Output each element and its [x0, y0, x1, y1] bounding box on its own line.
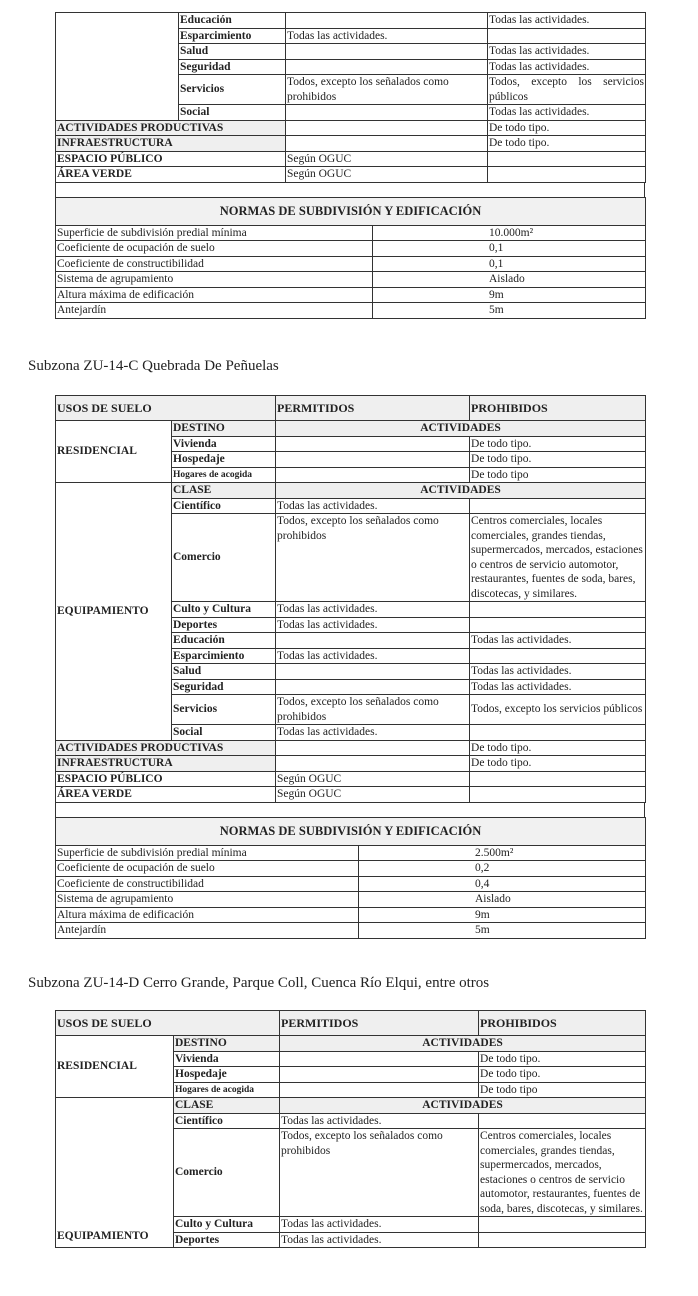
norms-title: NORMAS DE SUBDIVISIÓN Y EDIFICACIÓN — [56, 197, 646, 225]
row-label: Esparcimiento — [172, 648, 276, 664]
row-label: Salud — [179, 44, 286, 60]
permitidos-cell: Todos, excepto los señalados como prohibidos — [286, 75, 488, 105]
norm-label: Superficie de subdivisión predial mínima — [56, 845, 359, 861]
prohibidos-cell: De todo tipo. — [488, 120, 646, 136]
norms-row — [56, 876, 646, 892]
row-label: Social — [172, 725, 276, 741]
table-row — [56, 787, 646, 803]
zu-14-d-table — [55, 1010, 645, 1248]
prohibidos-cell — [470, 498, 646, 514]
norm-label: Altura máxima de edificación — [56, 287, 373, 303]
permitidos-cell: Todas las actividades. — [280, 1113, 479, 1129]
row-label: Científico — [172, 498, 276, 514]
row-label: Seguridad — [172, 679, 276, 695]
row-label: Hogares de acogida — [174, 1082, 280, 1098]
norm-label: Superficie de subdivisión predial mínima — [56, 225, 373, 241]
table-row — [56, 740, 646, 756]
prohibidos-cell: Todas las actividades. — [488, 13, 646, 29]
prohibidos-cell — [488, 151, 646, 167]
norm-label: Altura máxima de edificación — [56, 907, 359, 923]
row-label: ACTIVIDADES PRODUCTIVAS — [56, 120, 286, 136]
header-prohibidos: PROHIBIDOS — [470, 396, 646, 421]
norms-row — [56, 272, 646, 288]
row-label: ESPACIO PÚBLICO — [56, 151, 286, 167]
prohibidos-cell: Todas las actividades. — [470, 679, 646, 695]
prohibidos-cell — [470, 725, 646, 741]
row-label: Deportes — [172, 617, 276, 633]
prohibidos-cell: Todas las actividades. — [488, 59, 646, 75]
norm-value: 0,1 — [373, 241, 646, 257]
norms-row — [56, 892, 646, 908]
permitidos-cell — [276, 740, 470, 756]
row-label: INFRAESTRUCTURA — [56, 756, 276, 772]
row-label: Culto y Cultura — [174, 1217, 280, 1233]
prohibidos-cell — [479, 1232, 646, 1248]
norm-value: 5m — [373, 303, 646, 319]
row-label: ESPACIO PÚBLICO — [56, 771, 276, 787]
subheader-actividades: ACTIVIDADES — [276, 483, 646, 499]
row-label: Salud — [172, 664, 276, 680]
permitidos-cell: Todas las actividades. — [276, 498, 470, 514]
permitidos-cell: Todas las actividades. — [276, 617, 470, 633]
spacer-row — [55, 183, 645, 197]
permitidos-cell: Todos, excepto los señalados como prohibidos — [276, 514, 470, 602]
row-label: Educación — [172, 633, 276, 649]
group-name: RESIDENCIAL — [56, 421, 172, 483]
permitidos-cell — [280, 1067, 479, 1083]
group-name: RESIDENCIAL — [56, 1036, 174, 1098]
prohibidos-cell — [488, 28, 646, 44]
subheader-actividades: ACTIVIDADES — [280, 1098, 646, 1114]
subheader-row — [56, 1098, 646, 1114]
norm-value: 5m — [359, 923, 646, 939]
row-label: Social — [179, 105, 286, 121]
header-permitidos: PERMITIDOS — [276, 396, 470, 421]
norm-value: 0,4 — [359, 876, 646, 892]
row-label: Vivienda — [174, 1051, 280, 1067]
table-row — [56, 120, 646, 136]
subheader-row — [56, 1036, 646, 1052]
norm-value: 2.500m² — [359, 845, 646, 861]
permitidos-cell: Todas las actividades. — [276, 725, 470, 741]
permitidos-cell: Todas las actividades. — [276, 602, 470, 618]
subheader-row — [56, 421, 646, 437]
prohibidos-cell: Todas las actividades. — [488, 44, 646, 60]
permitidos-cell — [276, 633, 470, 649]
header-prohibidos: PROHIBIDOS — [479, 1011, 646, 1036]
row-label: Educación — [179, 13, 286, 29]
permitidos-cell — [280, 1051, 479, 1067]
row-label: INFRAESTRUCTURA — [56, 136, 286, 152]
permitidos-cell: Todas las actividades. — [280, 1232, 479, 1248]
permitidos-cell: Todas las actividades. — [276, 648, 470, 664]
norms-row — [56, 256, 646, 272]
norm-value: Aislado — [359, 892, 646, 908]
prohibidos-cell: De todo tipo. — [470, 452, 646, 468]
row-label: ACTIVIDADES PRODUCTIVAS — [56, 740, 276, 756]
prohibidos-cell — [479, 1217, 646, 1233]
prohibidos-cell: De todo tipo. — [470, 740, 646, 756]
norm-value: 9m — [359, 907, 646, 923]
norms-row — [56, 923, 646, 939]
header-permitidos: PERMITIDOS — [280, 1011, 479, 1036]
row-label: Científico — [174, 1113, 280, 1129]
zu-14-c-table — [55, 395, 645, 939]
subheader-row — [56, 483, 646, 499]
norm-value: Aislado — [373, 272, 646, 288]
permitidos-cell: Todos, excepto los señalados como prohibidos — [280, 1129, 479, 1217]
prohibidos-cell: De todo tipo. — [488, 136, 646, 152]
subheader-label: DESTINO — [172, 421, 276, 437]
permitidos-cell — [286, 105, 488, 121]
permitidos-cell — [286, 120, 488, 136]
permitidos-cell: Todos, excepto los señalados como prohibidos — [276, 695, 470, 725]
prohibidos-cell: De todo tipo. — [470, 436, 646, 452]
subheader-actividades: ACTIVIDADES — [276, 421, 646, 437]
permitidos-cell: Todas las actividades. — [280, 1217, 479, 1233]
row-label: Seguridad — [179, 59, 286, 75]
row-label: Deportes — [174, 1232, 280, 1248]
prohibidos-cell — [488, 167, 646, 183]
subheader-label: CLASE — [172, 483, 276, 499]
norm-label: Coeficiente de constructibilidad — [56, 876, 359, 892]
norm-value: 0,1 — [373, 256, 646, 272]
subheader-label: CLASE — [174, 1098, 280, 1114]
norms-title: NORMAS DE SUBDIVISIÓN Y EDIFICACIÓN — [56, 817, 646, 845]
norm-value: 0,2 — [359, 861, 646, 877]
row-label: ÁREA VERDE — [56, 787, 276, 803]
header-usos-de-suelo: USOS DE SUELO — [56, 1011, 280, 1036]
prohibidos-cell: Todas las actividades. — [470, 664, 646, 680]
prohibidos-cell — [470, 602, 646, 618]
norms-row — [56, 907, 646, 923]
permitidos-cell — [286, 13, 488, 29]
permitidos-cell: Según OGUC — [286, 167, 488, 183]
row-label: Comercio — [174, 1129, 280, 1217]
permitidos-cell — [276, 664, 470, 680]
subheader-label: DESTINO — [174, 1036, 280, 1052]
header-usos-de-suelo: USOS DE SUELO — [56, 396, 276, 421]
prohibidos-cell: De todo tipo — [470, 467, 646, 483]
permitidos-cell — [280, 1082, 479, 1098]
prohibidos-cell: Todas las actividades. — [488, 105, 646, 121]
prohibidos-cell: De todo tipo. — [470, 756, 646, 772]
permitidos-cell — [276, 679, 470, 695]
prohibidos-cell: Centros comerciales, locales comerciales, grandes tiendas, supermercados, mercados, estaciones o centros de servicio automotor, restaurantes, fuentes de soda, bares, discotecas, y similares. — [470, 514, 646, 602]
row-label: Esparcimiento — [179, 28, 286, 44]
subheader-actividades: ACTIVIDADES — [280, 1036, 646, 1052]
spacer-row — [55, 803, 645, 817]
table-header-row — [56, 396, 646, 421]
norms-row — [56, 241, 646, 257]
prohibidos-cell: De todo tipo — [479, 1082, 646, 1098]
row-label: Vivienda — [172, 436, 276, 452]
norm-label: Coeficiente de ocupación de suelo — [56, 861, 359, 877]
permitidos-cell: Según OGUC — [286, 151, 488, 167]
permitidos-cell — [276, 467, 470, 483]
permitidos-cell: Según OGUC — [276, 787, 470, 803]
row-label: Hospedaje — [172, 452, 276, 468]
prohibidos-cell: Centros comerciales, locales comerciales, grandes tiendas, supermercados, mercados, estaciones o centros de servicio automotor, restaurantes, fuentes de soda, bares, discotecas, y similares. — [479, 1129, 646, 1217]
norm-label: Coeficiente de constructibilidad — [56, 256, 373, 272]
table-row — [56, 756, 646, 772]
prohibidos-cell — [470, 787, 646, 803]
prohibidos-cell: Todos, excepto los servicios públicos — [489, 76, 644, 103]
prohibidos-cell: De todo tipo. — [479, 1067, 646, 1083]
permitidos-cell: Según OGUC — [276, 771, 470, 787]
prohibidos-cell: Todos, excepto los servicios públicos — [470, 695, 646, 725]
row-label: Servicios — [172, 695, 276, 725]
permitidos-cell: Todas las actividades. — [286, 28, 488, 44]
caption-zu-14-c: Subzona ZU-14-C Quebrada De Peñuelas — [28, 358, 279, 374]
prohibidos-cell: Todas las actividades. — [470, 633, 646, 649]
permitidos-cell — [276, 436, 470, 452]
norm-value: 9m — [373, 287, 646, 303]
permitidos-cell — [286, 59, 488, 75]
norms-row — [56, 861, 646, 877]
norm-label: Sistema de agrupamiento — [56, 272, 373, 288]
table-row — [56, 151, 646, 167]
row-label: Culto y Cultura — [172, 602, 276, 618]
norms-row — [56, 225, 646, 241]
prohibidos-cell — [479, 1113, 646, 1129]
norm-label: Sistema de agrupamiento — [56, 892, 359, 908]
prohibidos-cell — [470, 648, 646, 664]
norm-value: 10.000m² — [373, 225, 646, 241]
prohibidos-cell — [470, 617, 646, 633]
permitidos-cell — [276, 756, 470, 772]
table-row — [56, 13, 646, 29]
permitidos-cell — [276, 452, 470, 468]
group-name: EQUIPAMIENTO — [56, 1098, 174, 1248]
prohibidos-cell: De todo tipo. — [479, 1051, 646, 1067]
row-label: Servicios — [179, 75, 286, 105]
norms-row — [56, 287, 646, 303]
norm-label: Antejardín — [56, 923, 359, 939]
caption-zu-14-d: Subzona ZU-14-D Cerro Grande, Parque Coll, Cuenca Río Elqui, entre otros — [28, 975, 490, 991]
norms-row — [56, 303, 646, 319]
norm-label: Coeficiente de ocupación de suelo — [56, 241, 373, 257]
row-label: Comercio — [172, 514, 276, 602]
group-name — [56, 13, 179, 121]
row-label: ÁREA VERDE — [56, 167, 286, 183]
norm-label: Antejardín — [56, 303, 373, 319]
zu-14-b-table-continued — [55, 12, 645, 319]
row-label: Hogares de acogida — [172, 467, 276, 483]
table-row — [56, 771, 646, 787]
norms-row — [56, 845, 646, 861]
permitidos-cell — [286, 136, 488, 152]
table-row — [56, 136, 646, 152]
table-row — [56, 167, 646, 183]
table-header-row — [56, 1011, 646, 1036]
permitidos-cell — [286, 44, 488, 60]
group-name: EQUIPAMIENTO — [56, 483, 172, 741]
row-label: Hospedaje — [174, 1067, 280, 1083]
prohibidos-cell — [470, 771, 646, 787]
